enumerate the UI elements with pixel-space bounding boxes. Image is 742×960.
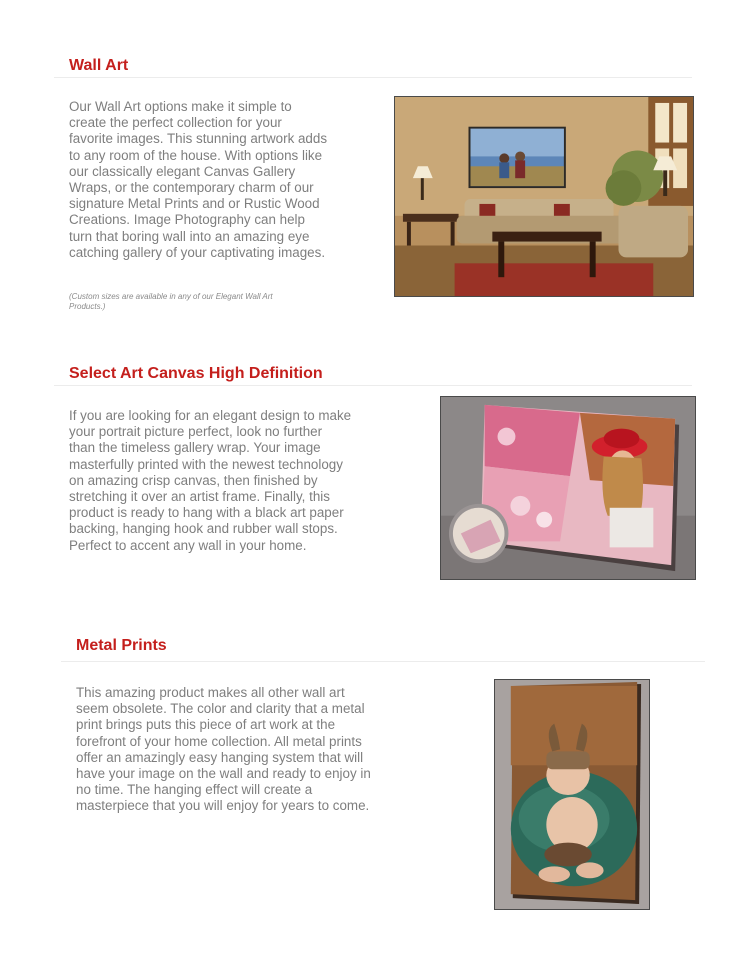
wall-art-heading: Wall Art: [69, 57, 129, 74]
living-room-wall-art-photo: [394, 96, 694, 297]
canvas-hd-heading: Select Art Canvas High Definition: [69, 365, 323, 382]
metal-prints-divider: [61, 661, 705, 662]
canvas-hd-description: If you are looking for an elegant design to make your portrait picture perfect, look no further than the timeless gallery wrap. Your image masterfully printed with the newest technology on amazing crisp canvas, then finished by stretching it over an artist frame. Finally, this product is ready to hang with a black art paper backing, hanging hook and rubber wall stops. Perfect to accent any wall in your home.: [69, 408, 352, 553]
metal-print-baby-photo: [494, 679, 650, 910]
canvas-portrait-photo: [440, 396, 696, 580]
wall-art-description: Our Wall Art options make it simple to create the perfect collection for your favorite images. This stunning artwork adds to any room of the house. With options like our classically elegant Canvas Gallery Wraps, or the contemporary charm of our signature Metal Prints and or Rustic Wood Creations. Image Photography can help turn that boring wall into an amazing eye catching gallery of your captivating images.: [69, 99, 328, 260]
wall-art-divider: [54, 77, 692, 78]
canvas-hd-divider: [54, 385, 692, 386]
metal-prints-heading: Metal Prints: [76, 637, 167, 654]
custom-sizes-note: (Custom sizes are available in any of our Elegant Wall Art Products.): [69, 292, 273, 311]
metal-prints-description: This amazing product makes all other wall art seem obsolete. The color and clarity that a metal print brings puts this piece of art work at the forefront of your home collection. All metal prints offer an amazingly easy hanging system that will have your image on the wall and ready to enjoy in no time. The hanging effect will create a masterpiece that you will enjoy for years to come.: [76, 685, 371, 814]
